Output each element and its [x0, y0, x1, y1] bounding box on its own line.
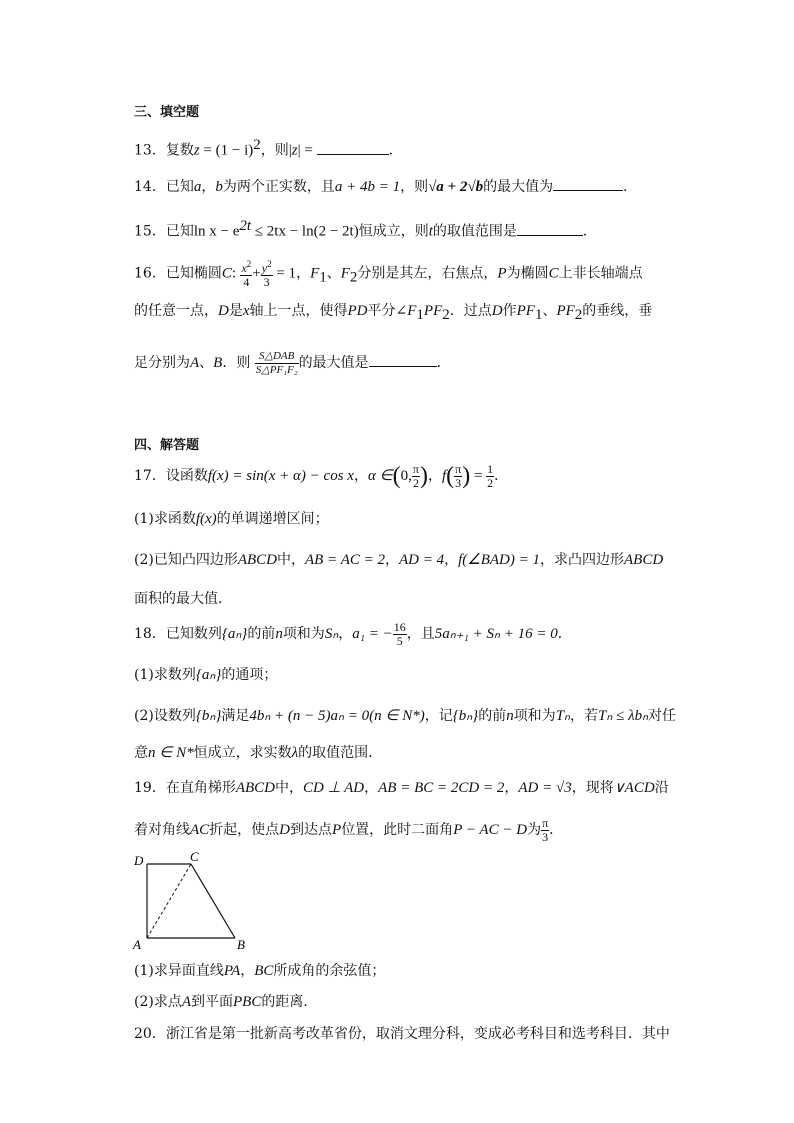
diagonal-AC — [147, 864, 191, 938]
question-19: 19．在直角梯形ABCD中，CD ⊥ AD，AB = BC = 2CD = 2，AD = √3，现将∨ACD沿 — [134, 780, 669, 796]
question-13: 13．复数$z = (1 - i)^2$，则|z| = ． — [134, 137, 403, 159]
question-15: 15．已知$\ln x - e^{2t} \le 2tx - \ln(2 - 2t)$恒成立，则t的取值范围是 ． — [134, 218, 597, 240]
edge-CB — [191, 864, 235, 938]
section-heading-fill: 三、填空题 — [134, 105, 200, 120]
section-heading-answer: 四、解答题 — [134, 438, 200, 453]
trapezoid-figure — [128, 850, 258, 955]
answer-blank[interactable] — [317, 142, 389, 155]
answer-blank[interactable] — [517, 223, 583, 236]
question-18: 18．已知数列{aₙ}的前n项和为Sₙ，a₁ = − $\frac{16}{5}$ ，且5aₙ₊₁ + Sₙ + 16 = 0． — [134, 619, 572, 648]
label-A: A — [133, 937, 141, 952]
question-17: 17．设函数f(x) = sin(x + α) − cos x，α ∈(0, $\frac{\pi}{2}$ )，f( $\frac{\pi}{3}$ ) = $\frac{1}{2}$ ． — [134, 461, 509, 490]
question-14: 14．已知a，b为两个正实数，且a + 4b = 1，则√a + 2√b的最大值为 ． — [134, 179, 638, 195]
answer-blank[interactable] — [369, 354, 437, 367]
label-C: C — [190, 850, 199, 864]
question-20: 20．浙江省是第一批新高考改革省份，取消文理分科，变成必考科目和选考科目．其中 — [134, 1026, 670, 1042]
answer-blank[interactable] — [553, 178, 623, 191]
label-D: D — [134, 853, 144, 868]
label-B: B — [237, 937, 245, 952]
question-16: 16．已知椭圆C: $\frac{x^2}{4}$ + $\frac{y^2}{3}$ = 1，$F_1$、$F_2$分别是其左，右焦点，P为椭圆C上非长轴端点 — [134, 259, 643, 289]
